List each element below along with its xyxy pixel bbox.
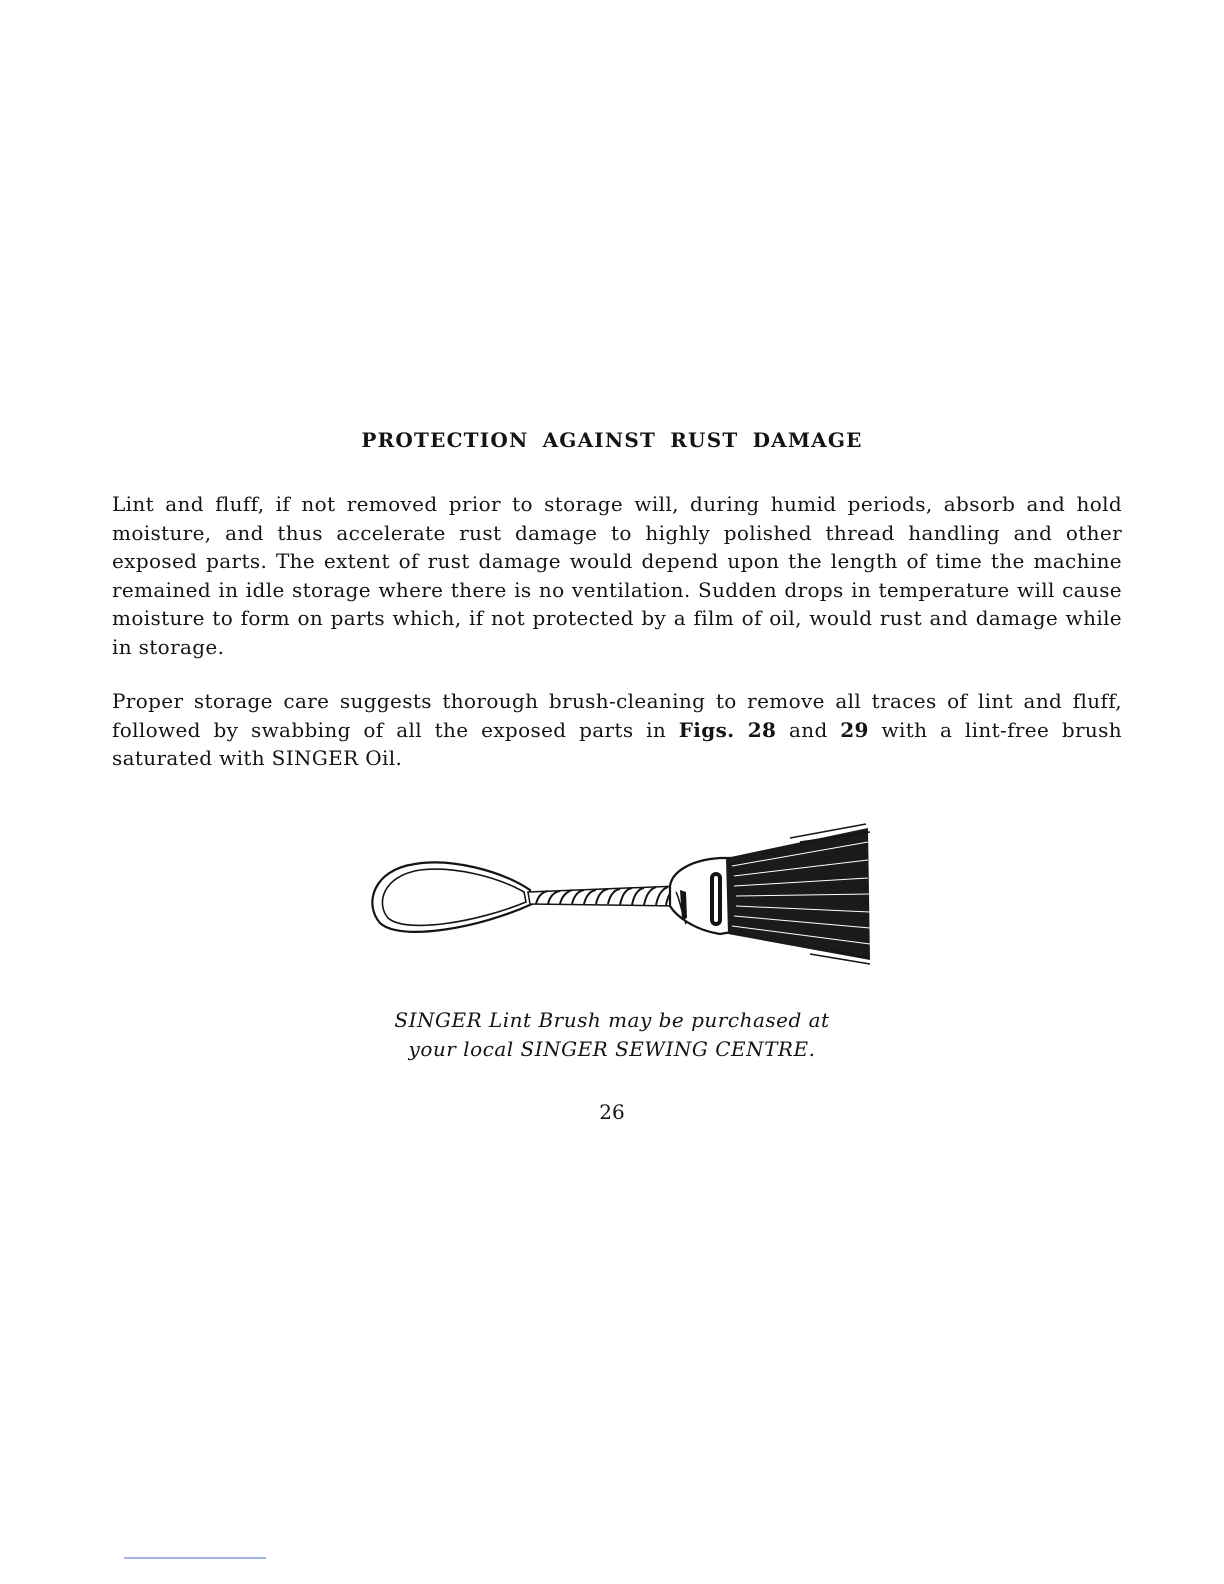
figure-caption	[0, 1006, 1224, 1064]
figure-reference-29: 29	[840, 717, 869, 742]
paragraph-storage-care	[112, 687, 1122, 773]
paragraph-storage-care-text-1: Proper storage care suggests thorough brush-cleaning to remove all traces of lint and fluff, followed by swabbing of all the exposed parts in	[112, 689, 1122, 742]
section-heading: PROTECTION AGAINST RUST DAMAGE	[361, 428, 863, 452]
lint-brush-icon	[360, 820, 880, 970]
bottom-rule	[124, 1557, 266, 1559]
paragraph-storage-care-text-2: and	[776, 717, 841, 742]
brush-loop-outer	[372, 862, 532, 931]
figure-reference-28: Figs. 28	[678, 717, 777, 742]
paragraph-rust-damage: Lint and fluff, if not removed prior to storage will, during humid periods, absorb and hold moisture, and thus accelerate rust damage to highly polished thread handling and other exposed parts. The extent of rust damage would depend upon the length of time the machine remained in idle storage where there is no ventilation. Sudden drops in temperature will cause moisture to form on parts which, if not protected by a film of oil, would rust and damage while in storage.	[112, 492, 1122, 659]
lint-brush-figure	[360, 820, 880, 970]
paragraph-storage-care-text-3: with a lint-free brush saturated with SINGER Oil.	[112, 717, 1122, 770]
brush-ferrule	[670, 858, 736, 934]
page-number: 26	[599, 1100, 625, 1124]
caption-line-1: SINGER Lint Brush may be purchased at	[394, 1008, 830, 1032]
caption-line-2: your local SINGER SEWING CENTRE.	[408, 1037, 816, 1061]
